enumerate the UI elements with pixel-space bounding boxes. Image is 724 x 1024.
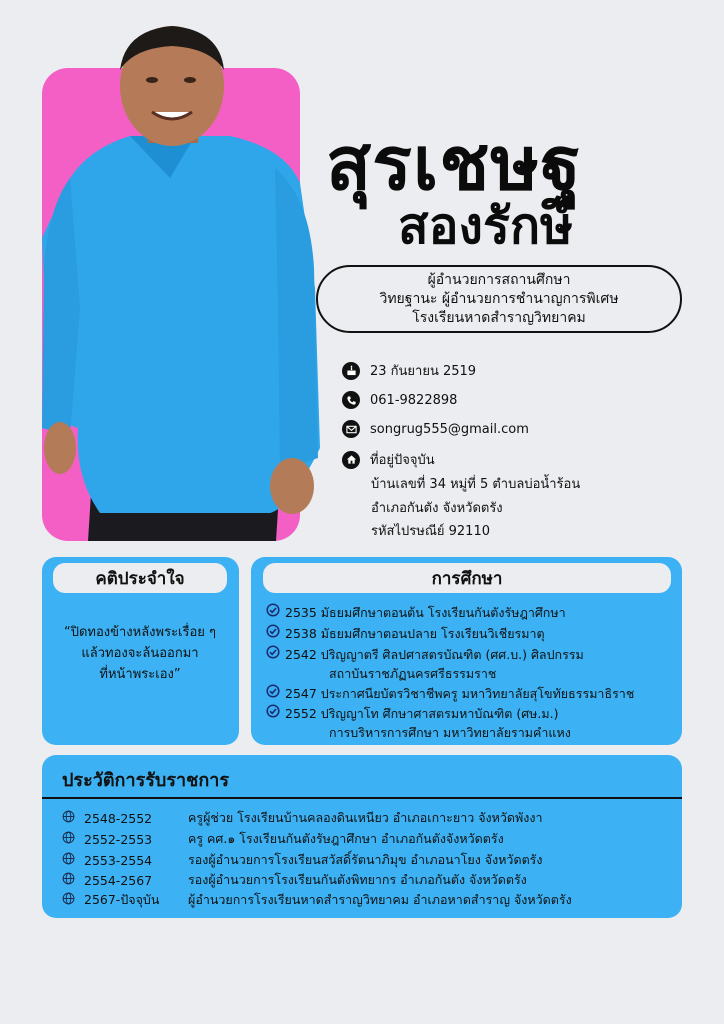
first-name: สุรเชษฐ: [326, 121, 583, 207]
portrait-photo: [30, 8, 330, 541]
education-item: [266, 603, 566, 623]
career-detail: รองผู้อำนวยการโรงเรียนกันตังพิทยากร อำเภอกันตัง จังหวัดตรัง: [188, 872, 527, 887]
career-detail: ครูผู้ช่วย โรงเรียนบ้านคลองดินเหนียว อำเภอเกาะยาว จังหวัดพังงา: [188, 810, 543, 825]
home-icon: [342, 451, 360, 469]
address-label: ที่อยู่ปัจจุบัน: [370, 453, 435, 468]
check-circle-icon: [266, 624, 282, 641]
education-text: 2552 ปริญญาโท ศึกษาศาสตรมหาบัณฑิต (ศษ.ม.): [285, 706, 559, 721]
career-detail: ผู้อำนวยการโรงเรียนหาดสำราญวิทยาคม อำเภอหาดสำราญ จังหวัดตรัง: [188, 892, 572, 907]
email-text: songrug555@gmail.com: [370, 421, 529, 437]
check-circle-icon: [266, 704, 282, 721]
last-name: สองรักษ์: [398, 197, 574, 255]
address-line: อำเภอกันตัง จังหวัดตรัง: [371, 501, 503, 516]
career-row: [62, 808, 542, 828]
globe-icon: [62, 810, 78, 826]
career-row: [62, 890, 572, 910]
position-title-box: [316, 265, 682, 333]
education-continuation: สถาบันราชภัฏนครศรีธรรมราช: [329, 666, 497, 681]
globe-icon: [62, 852, 78, 868]
phone-row: [342, 391, 457, 409]
education-text: 2535 มัธยมศึกษาตอนต้น โรงเรียนกันตังรัษฎาศึกษา: [285, 605, 566, 620]
education-item: [266, 645, 584, 665]
education-item: [266, 624, 545, 644]
motto-heading: คติประจำใจ: [53, 563, 227, 593]
check-circle-icon: [266, 603, 282, 620]
education-item: [266, 684, 634, 704]
motto-line: ที่หน้าพระเอง”: [99, 667, 181, 682]
birthday-row: [342, 360, 476, 381]
address-label-row: [342, 449, 435, 470]
career-divider: [42, 797, 682, 799]
position-line: ผู้อำนวยการสถานศึกษา: [427, 271, 571, 288]
career-detail: รองผู้อำนวยการโรงเรียนสวัสดิ์รัตนาภิมุข อำเภอนาโยง จังหวัดตรัง: [188, 852, 543, 867]
globe-icon: [62, 831, 78, 847]
career-row: [62, 829, 504, 849]
career-row: [62, 870, 527, 890]
career-years: 2554-2567: [84, 872, 153, 888]
career-years: 2567-ปัจจุบัน: [84, 892, 160, 907]
position-line: โรงเรียนหาดสำราญวิทยาคม: [412, 309, 586, 326]
education-text: 2547 ประกาศนียบัตรวิชาชีพครู มหาวิทยาลัยสุโขทัยธรรมาธิราช: [285, 686, 635, 701]
career-years: 2552-2553: [84, 831, 153, 847]
education-text: 2538 มัธยมศึกษาตอนปลาย โรงเรียนวิเชียรมาตุ: [285, 626, 545, 641]
education-text: 2542 ปริญญาตรี ศิลปศาสตรบัณฑิต (ศศ.บ.) ศิลปกรรม: [285, 647, 584, 662]
motto-line: “ปิดทองข้างหลังพระเรื่อย ๆ: [63, 625, 217, 640]
education-heading: การศึกษา: [263, 563, 671, 593]
education-continuation: การบริหารการศึกษา มหาวิทยาลัยรามคำแหง: [329, 725, 571, 740]
globe-icon: [62, 892, 78, 908]
email-row: [342, 420, 529, 438]
globe-icon: [62, 872, 78, 888]
career-detail: ครู คศ.๑ โรงเรียนกันตังรัษฎาศึกษา อำเภอกันตังจังหวัดตรัง: [188, 831, 504, 846]
check-circle-icon: [266, 684, 282, 701]
motto-text: [50, 622, 230, 685]
phone-icon: [342, 391, 360, 409]
mail-icon: [342, 420, 360, 438]
education-item: [266, 704, 558, 724]
address-line: บ้านเลขที่ 34 หมู่ที่ 5 ตำบลบ่อน้ำร้อน: [371, 477, 581, 492]
check-circle-icon: [266, 645, 282, 662]
address-line: รหัสไปรษณีย์ 92110: [371, 524, 490, 539]
career-heading: ประวัติการรับราชการ: [62, 770, 229, 791]
career-years: 2553-2554: [84, 852, 153, 868]
motto-line: แล้วทองจะล้นออกมา: [81, 646, 199, 661]
phone-text: 061-9822898: [370, 392, 458, 408]
career-row: [62, 850, 543, 870]
birthday-text: 23 กันยายน 2519: [370, 364, 477, 379]
position-line: วิทยฐานะ ผู้อำนวยการชำนาญการพิเศษ: [379, 290, 619, 307]
cake-icon: [342, 362, 360, 380]
career-years: 2548-2552: [84, 810, 153, 826]
